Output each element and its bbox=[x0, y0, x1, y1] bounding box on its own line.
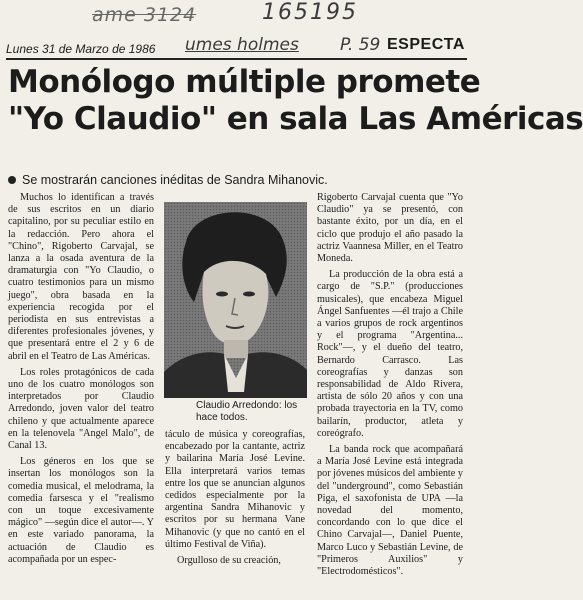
handwritten-number: 165195 bbox=[262, 0, 358, 25]
headline bbox=[8, 64, 583, 138]
handwritten-note-middle: umes holmes bbox=[185, 35, 299, 55]
paragraph: Los roles protagónicos de cada uno de los cuatro monólogos son interpretados por Claudio Arredondo, joven valor del teatro chileno y que actualmente aparece en la telenovela "Angel Malo", de Canal 13. bbox=[8, 366, 154, 452]
subheadline-text: Se mostrarán canciones inéditas de Sandra Mihanovic. bbox=[22, 173, 328, 187]
bullet-icon bbox=[8, 176, 16, 184]
paragraph: Los géneros en los que se insertan los monólogos son la comedia musical, el melodrama, la comedia farsesca y el "realismo con un toque excesivamente mágico" —según dice el autor—. Y en este variado panorama, la actuación de Claudio es acompañada por un espec- bbox=[8, 456, 154, 565]
article-column-1 bbox=[8, 192, 154, 570]
section-label: ESPECTA bbox=[387, 36, 465, 53]
paragraph: Orgulloso de su creación, bbox=[177, 555, 281, 567]
publication-date: Lunes 31 de Marzo de 1986 bbox=[6, 42, 156, 56]
header-rule bbox=[6, 58, 467, 60]
paragraph: La banda rock que acompañará a María José Levine está integrada por jóvenes músicos del ambiente y del "underground", como Sebastián Piga, el saxofonista de UPA —la novedad del momento, concordando con lo que dice el Chino Carvajal—, Daniel Puente, Marco Luco y Sebastián Levine, de "Primeros Auxilios" y "Electrodomésticos". bbox=[317, 444, 463, 578]
paragraph: Rigoberto Carvajal cuenta que "Yo Claudio" ya se presentó, con bastante éxito, por un día, en el ciclo que produjo el año pasado la actriz Vaannesa Miller, en el Teatro Moneda. bbox=[317, 192, 463, 265]
article-column-3 bbox=[317, 192, 463, 582]
photo-caption: Claudio Arredondo: los hace todos. bbox=[196, 400, 298, 423]
paragraph: La producción de la obra está a cargo de "S.P." (producciones musicales), que encabeza Miguel Ángel Sanfuentes —él trajo a Chile a varios grupos de rock argentinos y el programa "Argentina... Rock"—, y el dueño del teatro, Bernardo Carrasco. Las coreografías y danzas son responsabilidad de Aldo Rivera, artista de sólo 20 años y con una probada trayectoria en la TV, como bailarín, productor, atleta y coreógrafo. bbox=[317, 269, 463, 439]
handwritten-page-ref: P. 59 bbox=[340, 35, 381, 55]
subheadline bbox=[8, 173, 463, 187]
headline-line-1: Monólogo múltiple promete bbox=[8, 64, 481, 100]
portrait-image bbox=[164, 202, 307, 398]
headline-line-2: "Yo Claudio" en sala Las Américas bbox=[8, 101, 583, 137]
portrait-photo bbox=[164, 202, 307, 398]
paragraph: táculo de música y coreografías, encabezado por la cantante, actriz y bailarina María José Levine. Ella interpretará varios temas entre los que se anuncian algunos cedidos especialmente por la argentina Sandra Mihanovic y escritos por su hermana Vane Mihanovic (y que no cantó en el último Festival de Viña). bbox=[165, 429, 305, 550]
handwritten-note-top-left: ame 3124 bbox=[92, 4, 197, 26]
article-column-2 bbox=[165, 429, 305, 571]
paragraph: Muchos lo identifican a través de sus escritos en un diario capitalino, por su peculiar estilo en la redacción. Pero ahora el "Chino", Rigoberto Carvajal, se lanza a la osada aventura de la dramaturgia con "Yo Claudio, o cuatro testimonios para un mismo juego", obra basada en la experiencia recogida por el periodista en sus entrevistas a diferentes profesionales jóvenes, y que presentará entre el 2 y 6 de abril en el Teatro de Las Américas. bbox=[8, 192, 154, 362]
